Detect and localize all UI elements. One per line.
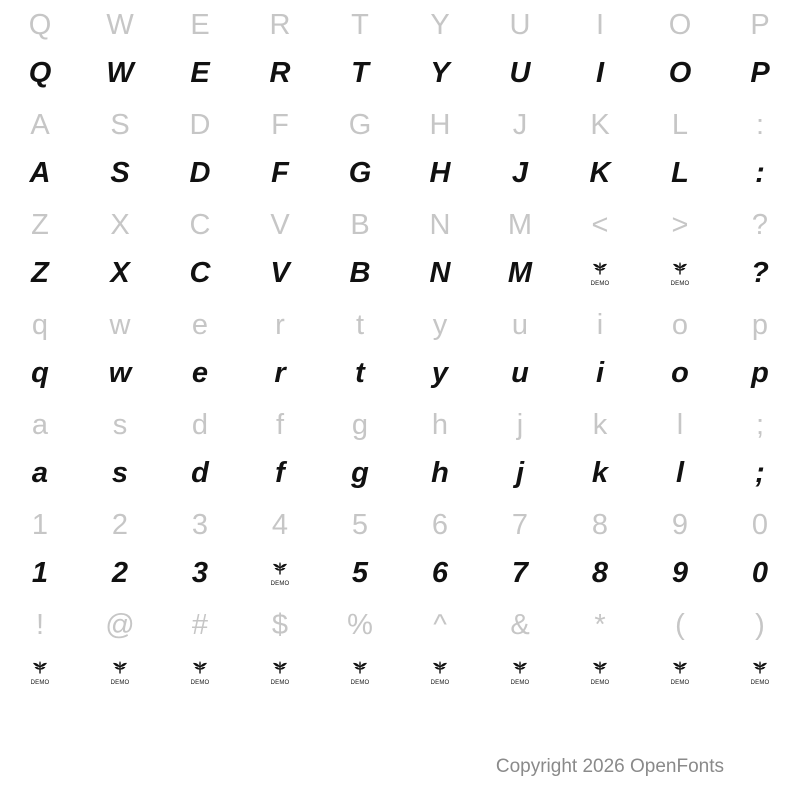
- key-cell: t: [355, 309, 365, 341]
- keys-bottom-row: [0, 204, 800, 254]
- glyph-cell: d: [191, 457, 209, 489]
- key-cell: 2: [111, 509, 129, 541]
- glyph-cell-demo: [480, 654, 560, 706]
- glyph-cell: W: [106, 57, 134, 89]
- glyph-cell: i: [595, 357, 605, 389]
- keys-top-row-lower: [0, 304, 800, 354]
- demo-placeholder-icon: DEMO: [667, 261, 693, 287]
- key-cell: w: [109, 309, 131, 341]
- glyph-cell: h: [431, 457, 449, 489]
- glyph-cell-demo: [0, 654, 80, 706]
- key-cell: 3: [191, 509, 209, 541]
- copyright-notice: Copyright 2026 OpenFonts: [495, 756, 724, 777]
- key-cell: !: [35, 609, 45, 641]
- glyph-cell: C: [189, 257, 211, 289]
- glyph-cell-demo: [720, 654, 800, 706]
- key-cell: d: [191, 409, 209, 441]
- glyph-cell: u: [511, 357, 529, 389]
- glyph-cell: K: [589, 157, 611, 189]
- key-cell: j: [516, 409, 524, 441]
- key-cell: C: [189, 209, 211, 241]
- key-cell: K: [590, 109, 610, 141]
- glyph-cell: a: [31, 457, 49, 489]
- key-cell: Q: [28, 9, 52, 41]
- glyph-cell-demo: [560, 254, 640, 304]
- key-cell: 4: [271, 509, 289, 541]
- key-cell: g: [351, 409, 369, 441]
- key-cell: D: [189, 109, 211, 141]
- demo-placeholder-icon: DEMO: [747, 660, 773, 686]
- glyph-cell: B: [349, 257, 371, 289]
- glyph-cell: 9: [671, 557, 689, 589]
- glyph-cell: r: [274, 357, 286, 389]
- key-cell: e: [191, 309, 209, 341]
- key-cell: ): [755, 609, 765, 641]
- key-cell: ?: [751, 209, 769, 241]
- key-cell: <: [591, 209, 609, 241]
- glyph-cell: j: [515, 457, 525, 489]
- glyphs-symbols-row: [0, 654, 800, 706]
- glyph-cell-demo: [240, 554, 320, 604]
- glyph-cell-demo: [240, 654, 320, 706]
- glyph-cell: F: [271, 157, 289, 189]
- demo-placeholder-icon: DEMO: [587, 261, 613, 287]
- glyph-cell: X: [110, 257, 130, 289]
- key-cell: #: [191, 609, 209, 641]
- glyph-cell: 2: [111, 557, 129, 589]
- key-cell: V: [270, 209, 290, 241]
- key-cell: J: [512, 109, 528, 141]
- glyph-cell: P: [750, 57, 770, 89]
- glyph-cell: y: [431, 357, 449, 389]
- key-cell: 9: [671, 509, 689, 541]
- key-cell: I: [595, 9, 605, 41]
- key-cell: &: [510, 609, 530, 641]
- glyph-cell: D: [189, 157, 211, 189]
- key-cell: A: [30, 109, 50, 141]
- key-cell: 5: [351, 509, 369, 541]
- glyph-cell: J: [511, 157, 529, 189]
- key-cell: a: [31, 409, 49, 441]
- demo-placeholder-icon: DEMO: [107, 660, 133, 686]
- glyph-cell: 3: [191, 557, 209, 589]
- key-cell: L: [671, 109, 689, 141]
- key-cell: O: [668, 9, 692, 41]
- key-cell: 1: [31, 509, 49, 541]
- glyphs-top-row: [0, 54, 800, 104]
- key-cell: k: [592, 409, 608, 441]
- glyph-cell: s: [111, 457, 129, 489]
- key-cell: U: [509, 9, 531, 41]
- demo-placeholder-icon: DEMO: [427, 660, 453, 686]
- glyphs-home-row-lower: [0, 454, 800, 504]
- glyph-cell-demo: [80, 654, 160, 706]
- glyph-cell: A: [29, 157, 51, 189]
- glyph-cell: M: [507, 257, 533, 289]
- glyphs-home-row: [0, 154, 800, 204]
- key-cell: W: [106, 9, 134, 41]
- glyph-cell: R: [269, 57, 291, 89]
- glyph-cell: Q: [28, 57, 52, 89]
- key-cell: :: [755, 109, 765, 141]
- key-cell: X: [110, 209, 130, 241]
- key-cell: l: [676, 409, 684, 441]
- key-cell: (: [675, 609, 685, 641]
- glyphs-top-row-lower: [0, 354, 800, 404]
- key-cell: E: [190, 9, 210, 41]
- key-cell: 0: [751, 509, 769, 541]
- demo-placeholder-icon: DEMO: [27, 660, 53, 686]
- demo-placeholder-icon: DEMO: [587, 660, 613, 686]
- glyph-cell: E: [190, 57, 210, 89]
- glyph-cell: l: [675, 457, 685, 489]
- keys-home-row: [0, 104, 800, 154]
- demo-placeholder-icon: DEMO: [667, 660, 693, 686]
- glyph-cell: 5: [351, 557, 369, 589]
- key-cell: *: [594, 609, 606, 641]
- key-cell: 7: [511, 509, 529, 541]
- glyph-cell: w: [108, 357, 132, 389]
- key-cell: $: [271, 609, 289, 641]
- glyph-cell: 0: [751, 557, 769, 589]
- key-cell: G: [348, 109, 372, 141]
- key-cell: p: [751, 309, 769, 341]
- glyph-cell: S: [110, 157, 130, 189]
- demo-placeholder-icon: DEMO: [267, 660, 293, 686]
- key-cell: h: [431, 409, 449, 441]
- key-cell: 8: [591, 509, 609, 541]
- key-cell: @: [105, 609, 135, 641]
- glyph-cell: O: [668, 57, 692, 89]
- glyph-cell: Z: [31, 257, 49, 289]
- keys-home-row-lower: [0, 404, 800, 454]
- key-cell: M: [507, 209, 533, 241]
- key-cell: Y: [430, 9, 450, 41]
- key-cell: N: [429, 209, 451, 241]
- key-cell: %: [347, 609, 373, 641]
- glyph-cell-demo: [400, 654, 480, 706]
- key-cell: i: [596, 309, 604, 341]
- key-cell: f: [275, 409, 285, 441]
- key-cell: >: [671, 209, 689, 241]
- glyph-cell: o: [671, 357, 689, 389]
- glyph-cell: V: [270, 257, 290, 289]
- glyph-cell: k: [591, 457, 609, 489]
- glyphs-bottom-row: [0, 254, 800, 304]
- glyph-cell: U: [509, 57, 531, 89]
- glyph-cell: ?: [751, 257, 769, 289]
- glyph-cell: N: [429, 257, 451, 289]
- key-cell: s: [112, 409, 128, 441]
- glyph-cell: q: [31, 357, 49, 389]
- glyph-cell-demo: [160, 654, 240, 706]
- glyph-cell: Y: [430, 57, 450, 89]
- glyph-cell: p: [751, 357, 769, 389]
- keys-digits-row: [0, 504, 800, 554]
- glyph-cell-demo: [640, 654, 720, 706]
- glyph-cell: g: [351, 457, 369, 489]
- key-cell: y: [432, 309, 448, 341]
- key-cell: ^: [433, 609, 447, 641]
- glyph-cell: 7: [511, 557, 529, 589]
- keys-symbols-row: [0, 604, 800, 654]
- glyph-cell: L: [671, 157, 689, 189]
- demo-placeholder-icon: DEMO: [347, 660, 373, 686]
- glyph-cell: f: [275, 457, 285, 489]
- key-cell: 6: [431, 509, 449, 541]
- demo-placeholder-icon: DEMO: [187, 660, 213, 686]
- glyph-cell-demo: [320, 654, 400, 706]
- demo-placeholder-icon: DEMO: [267, 561, 293, 587]
- keys-top-row: [0, 4, 800, 54]
- key-cell: F: [271, 109, 289, 141]
- key-cell: u: [511, 309, 529, 341]
- glyph-cell: 1: [31, 557, 49, 589]
- glyph-cell: H: [429, 157, 451, 189]
- glyph-cell: e: [191, 357, 209, 389]
- key-cell: Z: [31, 209, 49, 241]
- glyph-cell: 6: [431, 557, 449, 589]
- key-cell: H: [429, 109, 451, 141]
- glyphs-digits-row: [0, 554, 800, 604]
- key-cell: S: [110, 109, 130, 141]
- key-cell: q: [31, 309, 49, 341]
- glyph-cell-demo: [560, 654, 640, 706]
- key-cell: ;: [755, 409, 765, 441]
- key-cell: B: [350, 209, 370, 241]
- glyph-cell: t: [355, 357, 365, 389]
- glyph-cell: T: [351, 57, 369, 89]
- key-cell: r: [275, 309, 285, 341]
- key-cell: R: [269, 9, 291, 41]
- glyph-cell: 8: [591, 557, 609, 589]
- key-cell: T: [351, 9, 369, 41]
- key-cell: P: [750, 9, 770, 41]
- key-cell: o: [671, 309, 689, 341]
- demo-placeholder-icon: DEMO: [507, 660, 533, 686]
- glyph-cell: :: [755, 157, 765, 189]
- glyph-cell: G: [348, 157, 372, 189]
- glyph-cell: I: [595, 57, 605, 89]
- glyph-cell: ;: [755, 457, 765, 489]
- glyph-cell-demo: [640, 254, 720, 304]
